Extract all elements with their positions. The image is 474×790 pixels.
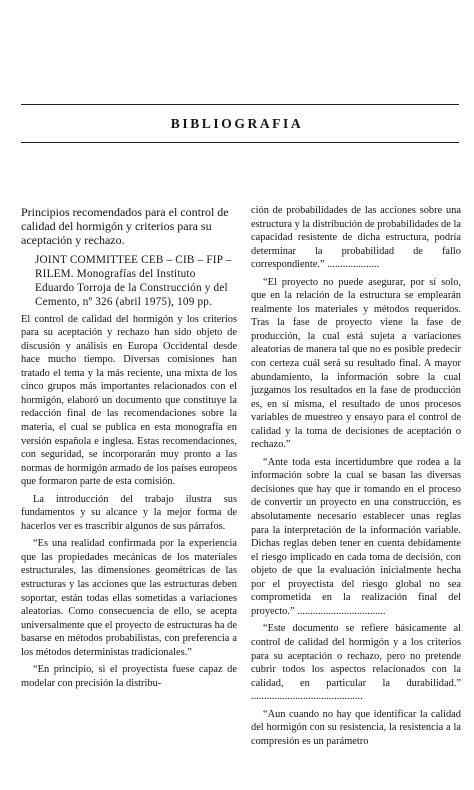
paragraph: “El proyecto no puede asegurar, por sí solo, que en la relación de la estructura se emplearán realmente los materiales y métodos requeridos. Tras la fase de proyecto viene la fase de producción, la cual está sujeta a variaciones aleatorias de manera tal que no es posible predecir con certeza cuál será su resultado final. A mayor abundamiento, la información sobre la cual juzgamos los resultados en la fase de producción es, en sí misma, el resultado de unos procesos variables de muestreo y ensayo para el control de calidad y la toma de decisiones de aceptación o rechazo.”: [251, 276, 461, 451]
paragraph: “Es una realidad confirmada por la experiencia que las propiedades mecánicas de los materiales estructurales, las dimensiones geométricas de las estructuras y las acciones que las estructuras deben soportar, están todas ellas sometidas a variaciones aleatorias. Como consecuencia de ello, se acepta universalmente que el proyecto de estructuras ha de basarse en métodos probabilistas, con preferencia a los métodos deterministas tradicionales.”: [21, 538, 237, 658]
paragraph: La introducción del trabajo ilustra sus fundamentos y su alcance y la mejor forma de hacerlos ver es trascribir algunos de sus párrafos.: [21, 493, 237, 532]
left-column: [21, 205, 237, 694]
paragraph: El control de calidad del hormigón y los criterios para su aceptación y rechazo han sido objeto de discusión y análisis en Europa Occidental desde hace mucho tiempo. Diversas comisiones han tratado el tema y la más reciente, una mixta de los cinco grupos más importantes relacionados con el hormigón, elaboró un documento que constituye la redacción final de las recomendaciones sobre la materia, el cual se publica en esta monografía en versión española e inglesa. Estas recomendaciones, con seguridad, se incorporarán muy pronto a las normas de hormigón armado de los países europeos que formaron parte de esta comisión.: [21, 313, 237, 488]
section-header: BIBLIOGRAFIA: [170, 116, 304, 131]
article-title: Principios recomendados para el control de calidad del hormigón y criterios para su aceptación y rechazo.: [21, 205, 229, 248]
header-top-rule: [21, 104, 459, 105]
paragraph: “Aun cuando no hay que identificar la calidad del hormigón con su resistencia, la resistencia a la compresión es un parámetro: [251, 708, 461, 747]
article-reference: JOINT COMMITTEE CEB – CIB – FIP – RILEM. Monografías del Instituto Eduardo Torroja de la Construcción y del Cemento, nº 326 (abril 1975), 109 pp.: [35, 253, 232, 308]
paragraph: ción de probabilidades de las acciones sobre una estructura y la distribución de probabilidades de la capacidad resistente de dicha estructura, podría determinar la probabilidad de fallo correspondiente.” ....................: [251, 205, 461, 271]
right-column: [251, 204, 461, 752]
header-bottom-rule: [21, 142, 459, 143]
paragraph: “Ante toda esta incertidumbre que rodea a la información sobre la cual se basan las diversas decisiones que hay que ir tomando en el proceso de convertir un proyecto en una construcción, es absolutamente necesario establecer unas reglas para la interpretación de la información variable. Dichas reglas deben tener en cuenta debidamente el riesgo implicado en cada toma de decisión, con objeto de que la evaluación inicialmente hecha por el proyectista del riesgo global no sea comprometida en la realización final del proyecto.” ..................................: [251, 456, 461, 617]
paragraph: “Este documento se refiere básicamente al control de calidad del hormigón y a los criterios para su aceptación o rechazo, pero no pretende cubrir todos los aspectos relacionados con la calidad, en particular la durabilidad.” ...........................................: [251, 623, 461, 703]
paragraph: “En principio, si el proyectista fuese capaz de modelar con precisión la distribu-: [21, 664, 237, 689]
